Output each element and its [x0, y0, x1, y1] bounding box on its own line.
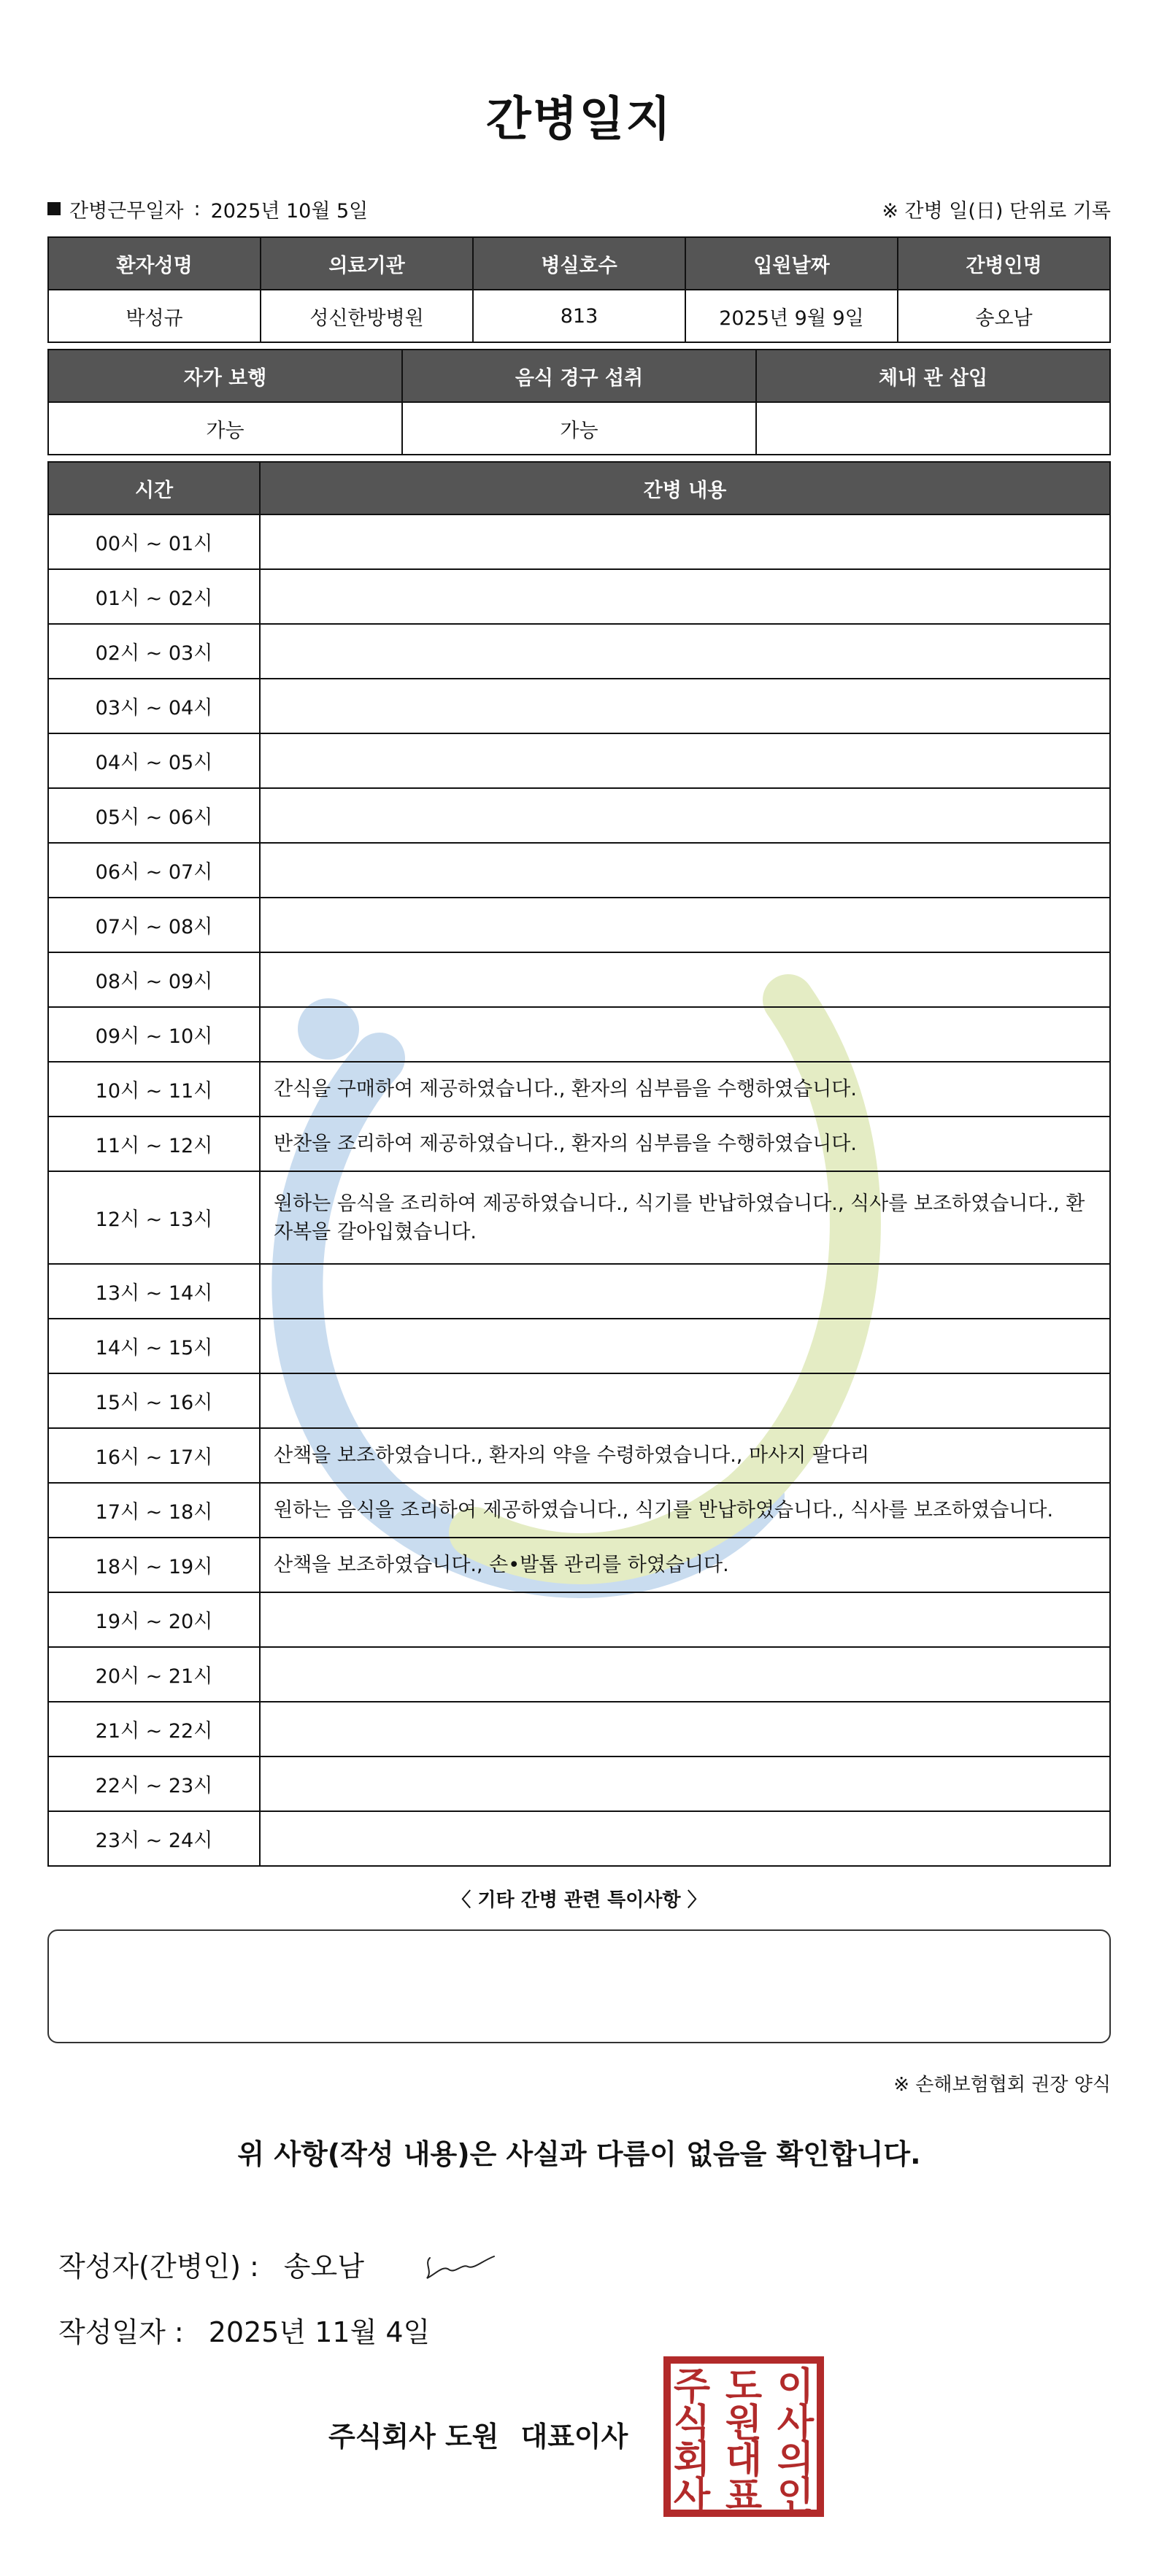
table-row: [48, 1538, 1110, 1592]
seal-glyph: 주: [673, 2365, 711, 2409]
seal-glyph: 도: [725, 2365, 763, 2409]
patient-name: 박성규: [48, 290, 261, 342]
table-row: [48, 1428, 1110, 1483]
row-time: 00시 ~ 01시: [48, 514, 260, 569]
row-time: 20시 ~ 21시: [48, 1647, 260, 1702]
handwritten-signature: [421, 2242, 501, 2286]
header-care-content: 간병 내용: [260, 462, 1110, 514]
table-row: [48, 514, 1110, 569]
work-date: [47, 195, 368, 223]
patient-status-table: [47, 349, 1111, 455]
seal-glyph: 이: [777, 2365, 815, 2409]
hospital-name: 성신한방병원: [261, 290, 473, 342]
row-care-content: [260, 733, 1110, 788]
row-time: 12시 ~ 13시: [48, 1171, 260, 1264]
work-date-label: 간병근무일자: [69, 199, 184, 223]
row-care-content: 원하는 음식을 조리하여 제공하였습니다., 식기를 반납하였습니다., 식사를 보조하였습니다.: [260, 1483, 1110, 1538]
row-time: 18시 ~ 19시: [48, 1538, 260, 1592]
recommendation-note: ※ 손해보험협회 권장 양식: [893, 2074, 1111, 2096]
table-row: [48, 569, 1110, 624]
company-signoff: [328, 2414, 650, 2454]
seal-glyph: 사: [777, 2402, 815, 2445]
care-log-page: [47, 0, 1111, 2176]
tube-status: [756, 402, 1110, 455]
row-time: 07시 ~ 08시: [48, 898, 260, 952]
row-time: 03시 ~ 04시: [48, 679, 260, 733]
admission-date: 2025년 9월 9일: [685, 290, 898, 342]
work-date-value: 2025년 10월 5일: [210, 199, 369, 223]
oral-intake-status: 가능: [402, 402, 756, 455]
table-row: [48, 1811, 1110, 1866]
row-time: 04시 ~ 05시: [48, 733, 260, 788]
row-care-content: [260, 1319, 1110, 1373]
table-row: [48, 733, 1110, 788]
row-time: 01시 ~ 02시: [48, 569, 260, 624]
header-caregiver: 간병인명: [898, 237, 1110, 290]
written-date-label: 작성일자 :: [58, 2316, 184, 2348]
seal-glyph: 의: [777, 2438, 815, 2482]
row-time: 17시 ~ 18시: [48, 1483, 260, 1538]
patient-info-table: [47, 236, 1111, 343]
row-time: 21시 ~ 22시: [48, 1702, 260, 1756]
row-time: 08시 ~ 09시: [48, 952, 260, 1007]
table-row: [48, 1117, 1110, 1171]
row-care-content: [260, 1811, 1110, 1866]
header-time: 시간: [48, 462, 260, 514]
table-row: [48, 1264, 1110, 1319]
table-row: [48, 952, 1110, 1007]
row-care-content: 원하는 음식을 조리하여 제공하였습니다., 식기를 반납하였습니다., 식사를 보조하였습니다., 환자복을 갈아입혔습니다.: [260, 1171, 1110, 1264]
written-date-line: [58, 2310, 430, 2350]
row-care-content: 산책을 보조하였습니다., 환자의 약을 수령하였습니다., 마사지 팔다리: [260, 1428, 1110, 1483]
care-log-table: [47, 461, 1111, 1867]
caregiver-name: 송오남: [898, 290, 1110, 342]
header-admission-date: 입원날짜: [685, 237, 898, 290]
table-row: [48, 898, 1110, 952]
confirmation-statement: 위 사항(작성 내용)은 사실과 다름이 없음을 확인합니다.: [237, 2138, 921, 2170]
seal-glyph: 표: [725, 2475, 763, 2518]
row-care-content: [260, 514, 1110, 569]
row-care-content: [260, 1373, 1110, 1428]
header-patient-name: 환자성명: [48, 237, 261, 290]
unit-note: ※ 간병 일(日) 단위로 기록: [882, 199, 1111, 223]
table-row: [48, 1483, 1110, 1538]
seal-glyph: 대: [725, 2438, 763, 2482]
seal-glyph: 식: [673, 2402, 711, 2445]
row-care-content: [260, 569, 1110, 624]
notes-box: [47, 1929, 1111, 2043]
author-label: 작성자(간병인) :: [58, 2250, 259, 2283]
table-row: [48, 1592, 1110, 1647]
row-time: 13시 ~ 14시: [48, 1264, 260, 1319]
row-care-content: 산책을 보조하였습니다., 손•발톱 관리를 하였습니다.: [260, 1538, 1110, 1592]
table-row: [48, 788, 1110, 843]
seal-glyph: 사: [673, 2475, 711, 2518]
row-time: 16시 ~ 17시: [48, 1428, 260, 1483]
row-care-content: 반찬을 조리하여 제공하였습니다., 환자의 심부름을 수행하였습니다.: [260, 1117, 1110, 1171]
walking-status: 가능: [48, 402, 402, 455]
table-row: [48, 1373, 1110, 1428]
author-name: 송오남: [283, 2250, 364, 2283]
row-care-content: [260, 679, 1110, 733]
header-hospital: 의료기관: [261, 237, 473, 290]
row-time: 14시 ~ 15시: [48, 1319, 260, 1373]
company-name: 주식회사 도원: [328, 2421, 499, 2453]
row-care-content: [260, 1264, 1110, 1319]
header-walking: 자가 보행: [48, 350, 402, 402]
row-care-content: [260, 1702, 1110, 1756]
header-oral-intake: 음식 경구 섭취: [402, 350, 756, 402]
company-title: 대표이사: [520, 2421, 628, 2453]
row-care-content: [260, 898, 1110, 952]
header-room: 병실호수: [473, 237, 685, 290]
row-care-content: [260, 843, 1110, 898]
written-date-value: 2025년 11월 4일: [208, 2316, 431, 2348]
notes-title: 〈 기타 간병 관련 특이사항 〉: [452, 1889, 706, 1911]
seal-glyph: 원: [725, 2402, 763, 2445]
row-care-content: [260, 1007, 1110, 1062]
table-row: [48, 679, 1110, 733]
row-time: 23시 ~ 24시: [48, 1811, 260, 1866]
table-row: [48, 1171, 1110, 1264]
row-care-content: [260, 1592, 1110, 1647]
row-time: 02시 ~ 03시: [48, 624, 260, 679]
company-seal: [663, 2356, 825, 2518]
room-number: 813: [473, 290, 685, 342]
row-time: 22시 ~ 23시: [48, 1756, 260, 1811]
row-care-content: 간식을 구매하여 제공하였습니다., 환자의 심부름을 수행하였습니다.: [260, 1062, 1110, 1117]
care-log-rows: [48, 514, 1110, 1866]
work-date-separator: :: [193, 197, 201, 220]
seal-glyph: 회: [673, 2438, 711, 2482]
row-care-content: [260, 1647, 1110, 1702]
table-row: [48, 1702, 1110, 1756]
table-row: [48, 1007, 1110, 1062]
table-row: [48, 1756, 1110, 1811]
author-line: [58, 2242, 501, 2286]
table-row: [48, 624, 1110, 679]
row-care-content: [260, 952, 1110, 1007]
row-care-content: [260, 624, 1110, 679]
header-tube: 체내 관 삽입: [756, 350, 1110, 402]
page-title: 간병일지: [485, 93, 673, 147]
row-time: 06시 ~ 07시: [48, 843, 260, 898]
table-row: [48, 1647, 1110, 1702]
row-time: 05시 ~ 06시: [48, 788, 260, 843]
row-time: 15시 ~ 16시: [48, 1373, 260, 1428]
table-row: [48, 1319, 1110, 1373]
row-time: 09시 ~ 10시: [48, 1007, 260, 1062]
table-row: [48, 1062, 1110, 1117]
square-bullet-icon: [47, 202, 61, 215]
row-time: 11시 ~ 12시: [48, 1117, 260, 1171]
row-care-content: [260, 788, 1110, 843]
meta-row: [47, 194, 1111, 223]
row-time: 10시 ~ 11시: [48, 1062, 260, 1117]
seal-glyph: 인: [777, 2475, 815, 2518]
row-care-content: [260, 1756, 1110, 1811]
table-row: [48, 843, 1110, 898]
row-time: 19시 ~ 20시: [48, 1592, 260, 1647]
